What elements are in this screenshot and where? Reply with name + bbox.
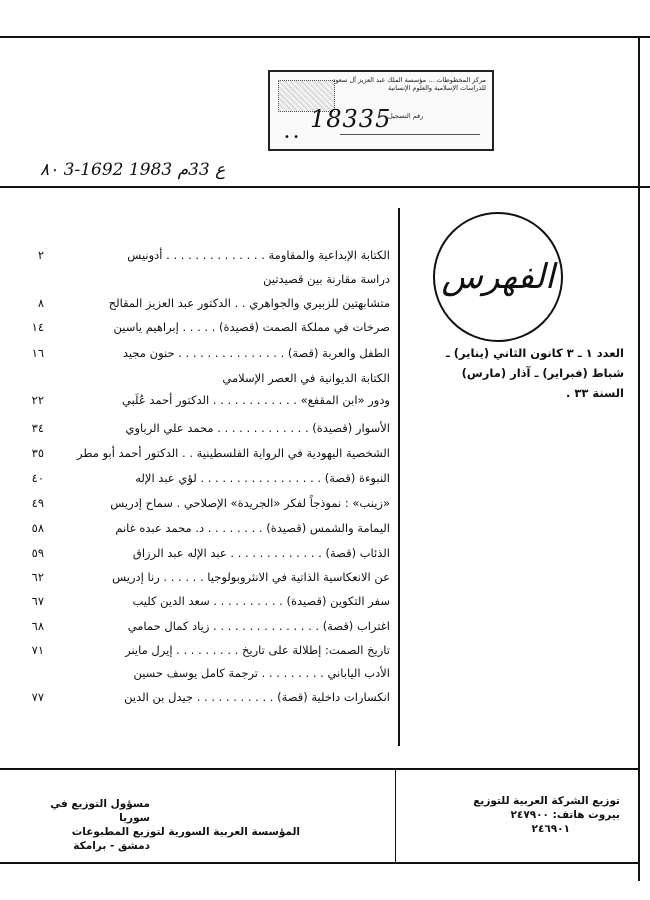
issue-line-2: شباط (فبراير) ـ آذار (مارس) — [461, 366, 624, 380]
toc-row — [18, 417, 390, 439]
issue-info — [404, 343, 624, 403]
top-rule — [0, 36, 650, 38]
issue-line-3: السنة ٣٣ . — [565, 386, 624, 400]
toc-entry-title: اليمامة والشمس (قصيدة) . . . . . . . . د. محمد عبده غانم — [115, 521, 390, 535]
header-bottom-rule — [0, 186, 650, 188]
stamp-receipt-label: رقم التسجيل — [388, 112, 424, 120]
toc-entry-page: ٢ — [37, 248, 44, 262]
toc-entry-title: تاريخ الصمت: إطلالة على تاريخ . . . . . . . . . إيرل ماينر — [125, 643, 390, 657]
toc-entry-page: ٣٤ — [31, 421, 44, 435]
toc-row — [18, 517, 390, 539]
toc-row — [18, 542, 390, 564]
issue-line-1: العدد ١ ـ ٣ كانون الثاني (يناير) ـ — [445, 346, 624, 360]
toc-entry-title: الطفل والعربة (قصة) . . . . . . . . . . . . . . . حنون مجيد — [122, 346, 390, 360]
distribution-lebanon-line-2: بيروت هاتف: ٢٤٧٩٠٠ — [510, 809, 620, 821]
toc-row — [18, 268, 390, 290]
toc-row — [18, 566, 390, 588]
handwritten-catalog-note: ٨٠ 3-1ع 33م 1983 692 — [40, 160, 226, 180]
toc-entry-page: ٧١ — [31, 643, 44, 657]
toc-entry-title: الأسوار (قصيدة) . . . . . . . . . . . . . محمد علي الرباوي — [125, 421, 390, 435]
toc-entry-title: «زينب» : نموذجاً لفكر «الجريدة» الإصلاحي . سماح إدريس — [110, 496, 390, 510]
toc-row — [18, 662, 390, 684]
toc-entry-page: ٤٠ — [31, 471, 44, 485]
toc-entry-title: ودور «ابن المقفع» . . . . . . . . . . . . الدكتور أحمد عُلَبي — [121, 393, 390, 407]
right-frame-rule — [638, 36, 640, 881]
toc-row — [18, 615, 390, 637]
toc-row — [18, 639, 390, 661]
distribution-lebanon-line-3: ٢٤٦٩٠١ — [531, 823, 570, 835]
toc-entry-page: ٥٨ — [31, 521, 44, 535]
toc-row — [18, 292, 390, 314]
toc-entry-title: اغتراب (قصة) . . . . . . . . . . . . . . . زياد كمال حمامي — [127, 619, 390, 633]
toc-entry-page: ٤٩ — [31, 496, 44, 510]
toc-entry-page: ١٦ — [31, 346, 44, 360]
toc-row — [18, 244, 390, 266]
toc-entry-title: الكتابة الإبداعية والمقاومة . . . . . . . . . . . . . . أدونيس — [127, 248, 390, 262]
distribution-lebanon — [430, 794, 620, 836]
toc-entry-title: الذئاب (قصة) . . . . . . . . . . . . . عبد الإله عبد الرزاق — [132, 546, 390, 560]
distribution-lebanon-line-1: توزيع الشركة العربية للتوزيع — [473, 795, 620, 807]
toc-entry-page: ٦٧ — [31, 594, 44, 608]
toc-entry-page: ٨ — [37, 296, 44, 310]
toc-row — [18, 342, 390, 364]
toc-entry-title: عن الانعكاسية الذاتية في الانثروبولوجيا . . . . . . رنا إدريس — [112, 570, 390, 584]
page-title: الفهرس — [441, 257, 555, 297]
distribution-syria-line-2: المؤسسة العربية السورية لتوزيع المطبوعات — [71, 826, 300, 838]
toc-row — [18, 492, 390, 514]
toc-entry-title: سفر التكوين (قصيدة) . . . . . . . . . . سعد الدين كليب — [132, 594, 390, 608]
toc-entry-page: ٧٧ — [31, 690, 44, 704]
column-divider — [398, 208, 400, 746]
toc-row — [18, 686, 390, 708]
toc-entry-title: الأدب الياباني . . . . . . . . . ترجمة كامل يوسف حسين — [133, 666, 390, 680]
toc-entry-page: ٥٩ — [31, 546, 44, 560]
toc-entry-title: الكتابة الديوانية في العصر الإسلامي — [222, 371, 390, 385]
stamp-dots: • • — [284, 132, 299, 143]
footer-bottom-rule — [0, 862, 640, 864]
toc-entry-title: متشابهتين للزبيري والجواهري . . الدكتور عبد العزيز المقالح — [108, 296, 390, 310]
toc-entry-title: انكسارات داخلية (قصة) . . . . . . . . . . . جيدل بن الدين — [124, 690, 390, 704]
stamp-institution: مركز المخطوطات ... مؤسسة الملك عبد العزيز آل سعود للدراسات الإسلامية والعلوم الإنسانية — [332, 76, 486, 92]
toc-entry-page: ٦٢ — [31, 570, 44, 584]
distribution-syria-line-1: مسؤول التوزيع في سوريا — [50, 798, 150, 824]
toc-entry-page: ٦٨ — [31, 619, 44, 633]
toc-entry-title: دراسة مقارنة بين قصيدتين — [263, 272, 390, 286]
toc-entry-title: النبوءة (قصة) . . . . . . . . . . . . . . . . . لؤي عبد الإله — [135, 471, 390, 485]
stamp-accession-number: 18335 — [310, 105, 392, 133]
toc-entry-title: الشخصية اليهودية في الرواية الفلسطينية . . الدكتور أحمد أبو مطر — [76, 446, 390, 460]
toc-row — [18, 316, 390, 338]
toc-entry-title: صرخات في مملكة الصمت (قصيدة) . . . . . إبراهيم ياسين — [113, 320, 390, 334]
toc-row — [18, 367, 390, 389]
toc-entry-page: ١٤ — [31, 320, 44, 334]
toc-row — [18, 467, 390, 489]
toc-row — [18, 590, 390, 612]
footer-divider — [395, 770, 396, 862]
toc-entry-page: ٣٥ — [31, 446, 44, 460]
toc-title-circle — [433, 212, 563, 342]
library-stamp — [268, 70, 494, 151]
footer-top-rule — [0, 768, 640, 770]
toc-entry-page: ٢٢ — [31, 393, 44, 407]
toc-row — [18, 442, 390, 464]
stamp-line — [340, 134, 480, 135]
toc-row — [18, 389, 390, 411]
distribution-syria-line-3: دمشق - برامكة — [73, 840, 150, 852]
distribution-syria — [20, 797, 300, 853]
